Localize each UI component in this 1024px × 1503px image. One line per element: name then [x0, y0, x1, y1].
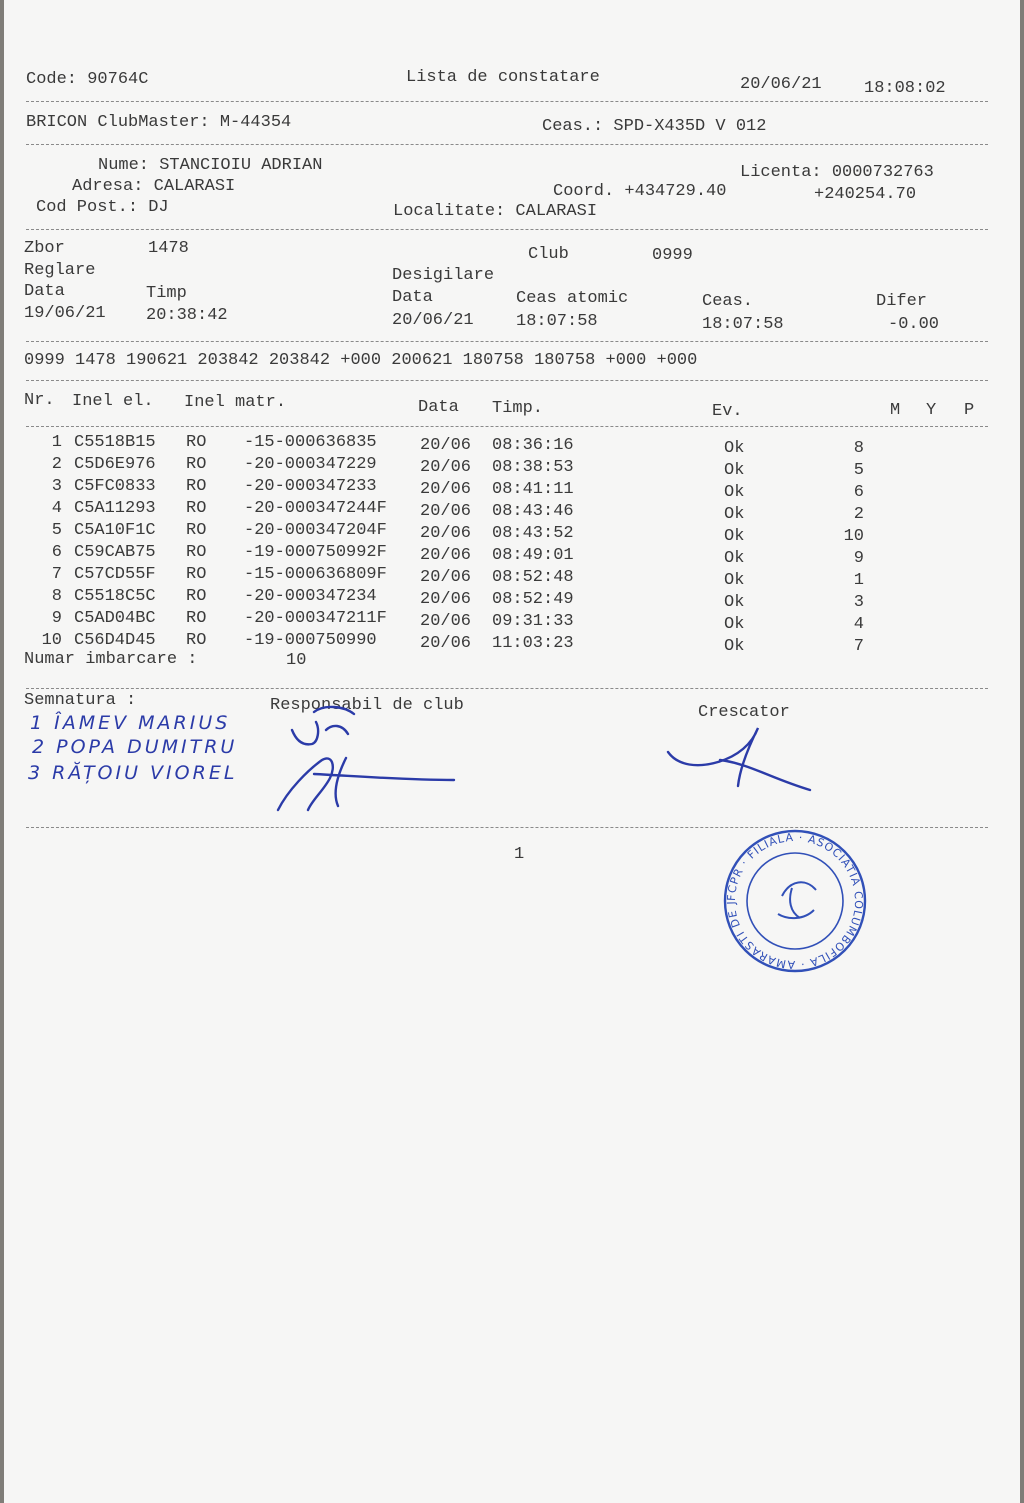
- cell-ev: Ok: [724, 504, 745, 524]
- cell-data: 20/06: [420, 457, 472, 477]
- cell-rank: 5: [853, 460, 864, 480]
- cell-data: 20/06: [420, 479, 472, 499]
- flight-label: Zbor: [24, 239, 65, 258]
- cell-data: 20/06: [420, 501, 472, 521]
- page-number: 1: [514, 845, 525, 864]
- cell-nr: 8: [51, 586, 62, 606]
- data-label-2: Data: [392, 288, 433, 307]
- cell-matr: -19-000750990: [244, 630, 377, 650]
- cell-nr: 9: [51, 608, 62, 628]
- cell-inel-el: C59CAB75: [74, 542, 156, 562]
- cell-matr: -15-000636835: [244, 433, 377, 452]
- cell-inel-el: C5AD04BC: [74, 608, 156, 628]
- separator: [26, 144, 988, 145]
- cell-data: 20/06: [420, 611, 472, 631]
- cell-rank: 3: [853, 592, 864, 612]
- reglare-time: 20:38:42: [146, 306, 228, 325]
- atomic-clock-label: Ceas atomic: [516, 289, 629, 308]
- cell-matr: -20-000347234: [244, 586, 377, 606]
- cell-timp: 08:52:48: [492, 567, 574, 587]
- club-label: Club: [528, 245, 569, 264]
- handwritten-name-2: 2 POPA DUMITRU: [32, 736, 238, 758]
- cell-inel-el: C5FC0833: [74, 476, 156, 496]
- clubmaster-label: BRICON ClubMaster: M-44354: [26, 113, 292, 132]
- print-time: 18:08:02: [864, 79, 946, 98]
- desigilare-label: Desigilare: [392, 266, 495, 285]
- handwritten-name-1: 1 ÎAMEV MARIUS: [30, 712, 231, 734]
- cell-data: 20/06: [420, 523, 472, 543]
- cell-country: RO: [186, 520, 207, 540]
- cell-inel-el: C57CD55F: [74, 564, 156, 584]
- cell-ev: Ok: [724, 592, 745, 612]
- cell-matr: -20-000347233: [244, 476, 377, 496]
- cell-rank: 9: [853, 548, 864, 568]
- col-header-nr: Nr.: [24, 391, 55, 410]
- desig-date: 20/06/21: [392, 311, 474, 330]
- cell-nr: 1: [51, 433, 62, 452]
- boarded-count-label: Numar imbarcare :: [24, 650, 198, 669]
- desig-clock-time: 18:07:58: [702, 315, 784, 334]
- cell-ev: Ok: [724, 460, 745, 480]
- cell-rank: 6: [853, 482, 864, 502]
- separator: [26, 229, 988, 230]
- cell-country: RO: [186, 476, 207, 496]
- cell-inel-el: C5D6E976: [74, 454, 156, 474]
- separator: [26, 380, 988, 381]
- col-header-data: Data: [418, 398, 459, 417]
- cell-ev: Ok: [724, 570, 745, 590]
- cell-nr: 4: [51, 498, 62, 518]
- cell-ev: Ok: [724, 548, 745, 568]
- boarded-count: 10: [286, 651, 307, 670]
- code-label: Code: 90764C: [26, 70, 149, 89]
- cell-country: RO: [186, 564, 207, 584]
- cell-timp: 09:31:33: [492, 611, 574, 631]
- reglare-label: Reglare: [24, 261, 96, 280]
- svg-text:FCPR · FILIALA · ASOCIATIA COL: FCPR · FILIALA · ASOCIATIA COLUMBOFILA · AMARASTI DE JUS · DOLJ: [715, 816, 866, 972]
- reglare-date: 19/06/21: [24, 304, 106, 323]
- cell-ev: Ok: [724, 526, 745, 546]
- cell-nr: 7: [51, 564, 62, 584]
- clock-label: Ceas.: [702, 292, 754, 311]
- cell-rank: 2: [853, 504, 864, 524]
- cell-timp: 08:43:46: [492, 501, 574, 521]
- owner-postcode: Cod Post.: DJ: [36, 198, 169, 217]
- cell-matr: -20-000347204F: [244, 520, 387, 540]
- diff-label: Difer: [876, 292, 928, 311]
- breeder-label: Crescator: [698, 703, 790, 722]
- cell-matr: -20-000347229: [244, 454, 377, 474]
- cell-inel-el: C5518B15: [74, 433, 156, 452]
- cell-rank: 7: [853, 636, 864, 656]
- cell-data: 20/06: [420, 567, 472, 587]
- cell-rank: 10: [843, 526, 864, 546]
- col-header-inel-el: Inel el.: [72, 392, 154, 411]
- cell-country: RO: [186, 608, 207, 628]
- col-header-m: M: [890, 401, 901, 420]
- col-header-timp: Timp.: [492, 399, 544, 418]
- cell-inel-el: C5A11293: [74, 498, 156, 518]
- cell-timp: 11:03:23: [492, 633, 574, 653]
- club-responsible-signature: [274, 700, 464, 820]
- cell-nr: 2: [51, 454, 62, 474]
- clock-id: Ceas.: SPD-X435D V 012: [542, 117, 767, 136]
- print-date: 20/06/21: [740, 75, 822, 94]
- col-header-ev: Ev.: [712, 402, 743, 421]
- cell-rank: 4: [853, 614, 864, 634]
- cell-data: 20/06: [420, 545, 472, 565]
- cell-data: 20/06: [420, 633, 472, 653]
- cell-country: RO: [186, 542, 207, 562]
- signature-label: Semnatura :: [24, 691, 137, 710]
- cell-country: RO: [186, 498, 207, 518]
- owner-locality: Localitate: CALARASI: [393, 202, 598, 221]
- cell-nr: 3: [51, 476, 62, 496]
- owner-name: Nume: STANCIOIU ADRIAN: [98, 156, 323, 175]
- club-stamp-icon: [715, 816, 870, 976]
- cell-timp: 08:43:52: [492, 523, 574, 543]
- cell-matr: -20-000347244F: [244, 498, 387, 518]
- cell-nr: 6: [51, 542, 62, 562]
- cell-nr: 5: [51, 520, 62, 540]
- cell-country: RO: [186, 630, 207, 650]
- cell-timp: 08:38:53: [492, 457, 574, 477]
- flight-number: 1478: [148, 239, 189, 258]
- cell-matr: -15-000636809F: [244, 564, 387, 584]
- separator: [26, 341, 988, 342]
- cell-country: RO: [186, 586, 207, 606]
- owner-coord: Coord. +434729.40: [553, 182, 727, 201]
- cell-rank: 8: [853, 439, 864, 458]
- cell-inel-el: C5518C5C: [74, 586, 156, 606]
- col-header-y: Y: [926, 401, 937, 420]
- col-header-inel-matr: Inel matr.: [184, 393, 287, 412]
- document-page: [4, 0, 1020, 1503]
- timp-label: Timp: [146, 284, 187, 303]
- cell-data: 20/06: [420, 436, 472, 455]
- cell-timp: 08:36:16: [492, 436, 574, 455]
- breeder-signature: [660, 716, 820, 806]
- cell-rank: 1: [853, 570, 864, 590]
- data-label: Data: [24, 282, 65, 301]
- cell-country: RO: [186, 433, 207, 452]
- cell-nr: 10: [41, 630, 62, 650]
- cell-timp: 08:41:11: [492, 479, 574, 499]
- owner-coord-2: +240254.70: [814, 185, 917, 204]
- separator: [26, 101, 988, 102]
- clock-difference: -0.00: [888, 315, 940, 334]
- owner-license: Licenta: 0000732763: [740, 163, 934, 182]
- col-header-p: P: [964, 401, 975, 420]
- handwritten-name-3: 3 RĂȚOIU VIOREL: [28, 762, 238, 784]
- cell-timp: 08:49:01: [492, 545, 574, 565]
- cell-ev: Ok: [724, 482, 745, 502]
- cell-matr: -20-000347211F: [244, 608, 387, 628]
- cell-ev: Ok: [724, 614, 745, 634]
- cell-inel-el: C5A10F1C: [74, 520, 156, 540]
- cell-ev: Ok: [724, 636, 745, 656]
- cell-timp: 08:52:49: [492, 589, 574, 609]
- cell-ev: Ok: [724, 439, 745, 458]
- cell-country: RO: [186, 454, 207, 474]
- club-number: 0999: [652, 246, 693, 265]
- cell-data: 20/06: [420, 589, 472, 609]
- owner-address: Adresa: CALARASI: [72, 177, 236, 196]
- encoded-line: 0999 1478 190621 203842 203842 +000 200621 180758 180758 +000 +000: [24, 351, 698, 370]
- cell-inel-el: C56D4D45: [74, 630, 156, 650]
- club-responsible-label: Responsabil de club: [270, 696, 464, 715]
- separator: [26, 426, 988, 427]
- separator: [26, 688, 988, 689]
- document-title: Lista de constatare: [406, 68, 600, 87]
- cell-matr: -19-000750992F: [244, 542, 387, 562]
- desig-atomic-time: 18:07:58: [516, 312, 598, 331]
